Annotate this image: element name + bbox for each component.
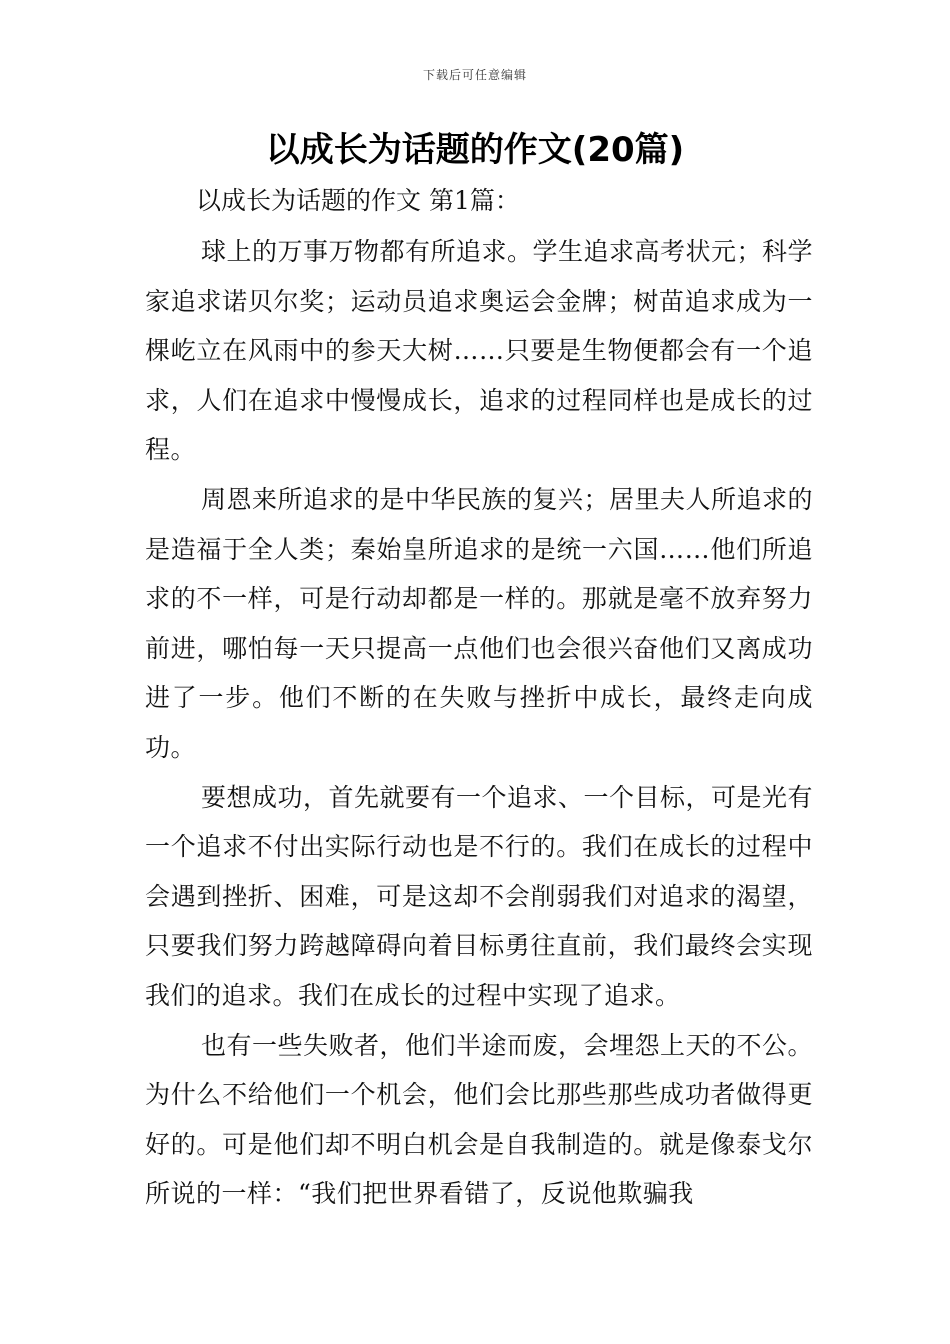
paragraph-4: 也有一些失败者，他们半途而废，会埋怨上天的不公。为什么不给他们一个机会，他们会比那些那些成功者做得更好的。可是他们却不明白机会是自我制造的。就是像泰戈尔所说的一样：“我们把世界看错了，反说他欺骗我	[145, 1030, 814, 1209]
paragraph-3: 要想成功，首先就要有一个追求、一个目标，可是光有一个追求不付出实际行动也是不行的。我们在成长的过程中会遇到挫折、困难，可是这却不会削弱我们对追求的渴望，只要我们努力跨越障碍向着目标勇往直前，我们最终会实现我们的追求。我们在成长的过程中实现了追求。	[145, 782, 814, 1010]
essay-subheading: 以成长为话题的作文 第1篇：	[196, 186, 520, 215]
essay-body	[145, 227, 813, 1219]
header-note: 下载后可任意编辑	[422, 68, 527, 82]
paragraph-1: 球上的万事万物都有所追求。学生追求高考状元；科学家追求诺贝尔奖；运动员追求奥运会金牌；树苗追求成为一棵屹立在风雨中的参天大树……只要是生物便都会有一个追求，人们在追求中慢慢成长，追求的过程同样也是成长的过程。	[145, 237, 814, 465]
document-title: 以成长为话题的作文(20篇)	[265, 130, 685, 170]
paragraph-2: 周恩来所追求的是中华民族的复兴；居里夫人所追求的是造福于全人类；秦始皇所追求的是统一六国……他们所追求的不一样，可是行动却都是一样的。那就是毫不放弃努力前进，哪怕每一天只提高一点他们也会很兴奋他们又离成功进了一步。他们不断的在失败与挫折中成长，最终走向成功。	[145, 484, 814, 762]
